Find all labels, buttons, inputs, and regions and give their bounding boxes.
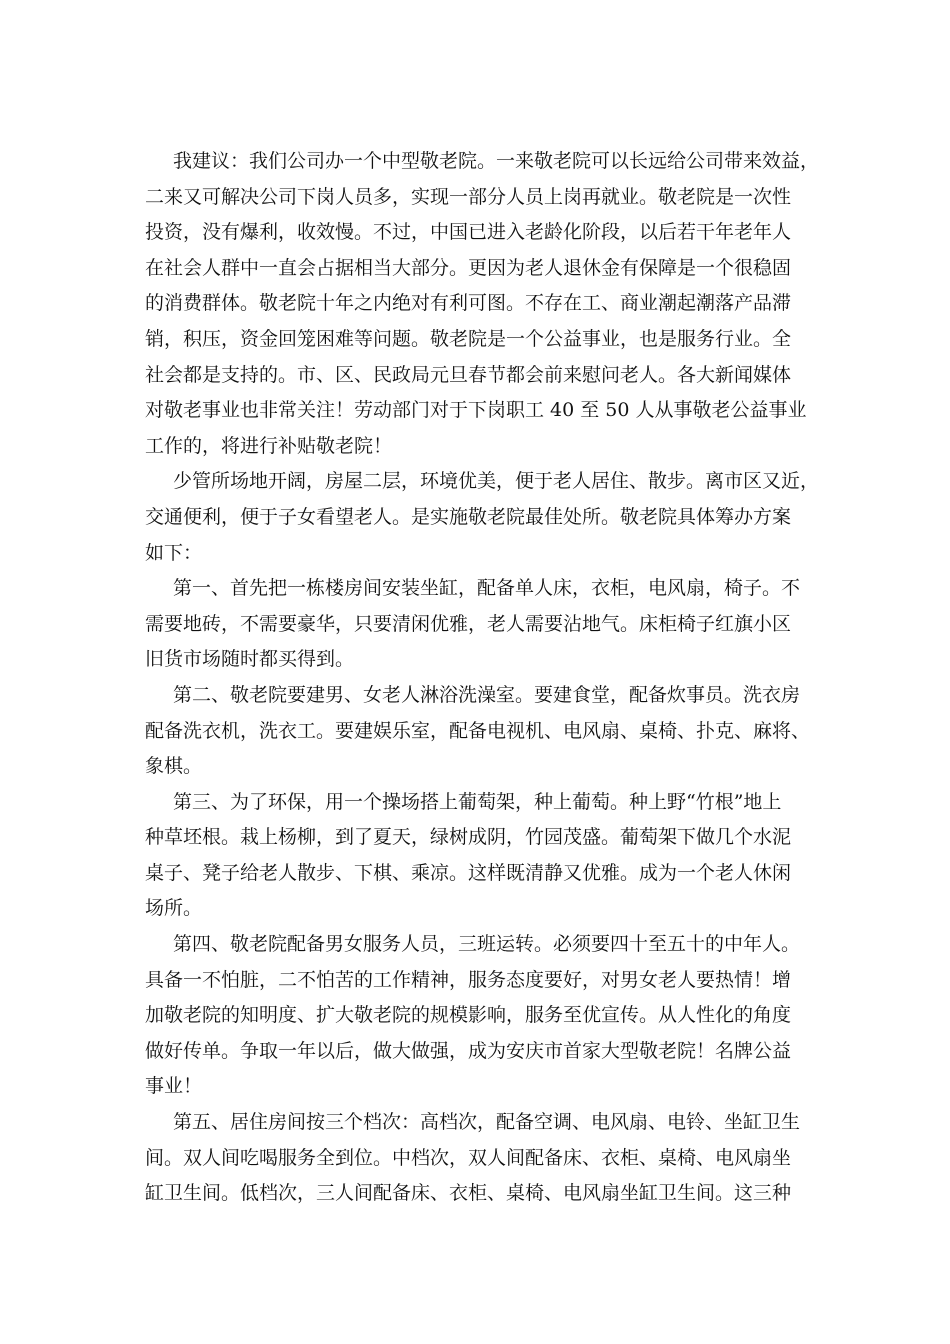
text-line: 第四、敬老院配备男女服务人员，三班运转。必须要四十至五十的中年人。 [173, 933, 801, 956]
text-line: 对敬老事业也非常关注！劳动部门对于下岗职工 40 至 50 人从事敬老公益事业 [145, 399, 807, 422]
document-body [145, 144, 820, 1212]
text-line: 配备洗衣机，洗衣工。要建娱乐室，配备电视机、电风扇、桌椅、扑克、麻将、 [145, 719, 811, 742]
text-line: 在社会人群中一直会占据相当大部分。更因为老人退休金有保障是一个很稳固 [145, 256, 792, 279]
text-line: 投资，没有爆利，收效慢。不过，中国已进入老龄化阶段，以后若干年老年人 [145, 221, 792, 244]
text-line: 做好传单。争取一年以后，做大做强，成为安庆市首家大型敬老院！名牌公益 [145, 1039, 792, 1062]
text-line: 加敬老院的知明度、扩大敬老院的规模影响，服务至优宣传。从人性化的角度 [145, 1004, 792, 1027]
text-line: 象棋。 [145, 755, 203, 778]
text-line: 如下： [145, 541, 203, 564]
text-line: 桌子、凳子给老人散步、下棋、乘凉。这样既清静又优雅。成为一个老人休闲 [145, 861, 792, 884]
text-line: 第三、为了环保，用一个操场搭上葡萄架，种上葡萄。种上野“竹根”地上 [173, 790, 782, 813]
text-line: 第二、敬老院要建男、女老人淋浴洗澡室。要建食堂，配备炊事员。洗衣房 [173, 683, 801, 706]
text-line: 事业！ [145, 1075, 203, 1098]
text-line: 间。双人间吃喝服务全到位。中档次，双人间配备床、衣柜、桌椅、电风扇坐 [145, 1146, 792, 1169]
text-line: 二来又可解决公司下岗人员多，实现一部分人员上岗再就业。敬老院是一次性 [145, 185, 792, 208]
text-line: 我建议：我们公司办一个中型敬老院。一来敬老院可以长远给公司带来效益， [173, 150, 820, 172]
text-line: 第一、首先把一栋楼房间安装坐缸，配备单人床，衣柜，电风扇，椅子。不 [173, 577, 801, 600]
text-line: 社会都是支持的。市、区、民政局元旦春节都会前来慰问老人。各大新闻媒体 [145, 363, 792, 386]
text-line: 工作的，将进行补贴敬老院！ [145, 434, 393, 457]
text-line: 具备一不怕脏，二不怕苦的工作精神，服务态度要好，对男女老人要热情！增 [145, 968, 792, 991]
text-line: 种草坯根。栽上杨柳，到了夏天，绿树成阴，竹园茂盛。葡萄架下做几个水泥 [145, 826, 792, 849]
text-line: 的消费群体。敬老院十年之内绝对有利可图。不存在工、商业潮起潮落产品滞 [145, 292, 792, 315]
text-line: 交通便利，便于子女看望老人。是实施敬老院最佳处所。敬老院具体筹办方案 [145, 505, 792, 528]
text-line: 需要地砖，不需要豪华，只要清闲优雅，老人需要沾地气。床柜椅子红旗小区 [145, 612, 792, 635]
text-line: 缸卫生间。低档次，三人间配备床、衣柜、桌椅、电风扇坐缸卫生间。这三种 [145, 1182, 792, 1205]
text-line: 场所。 [145, 897, 203, 920]
text-line: 少管所场地开阔，房屋二层，环境优美，便于老人居住、散步。离市区又近， [173, 470, 820, 493]
text-line: 旧货市场随时都买得到。 [145, 648, 355, 671]
text-line: 销，积压，资金回笼困难等问题。敬老院是一个公益事业，也是服务行业。全 [145, 327, 792, 350]
text-line: 第五、居住房间按三个档次：高档次，配备空调、电风扇、电铃、坐缸卫生 [173, 1111, 801, 1134]
